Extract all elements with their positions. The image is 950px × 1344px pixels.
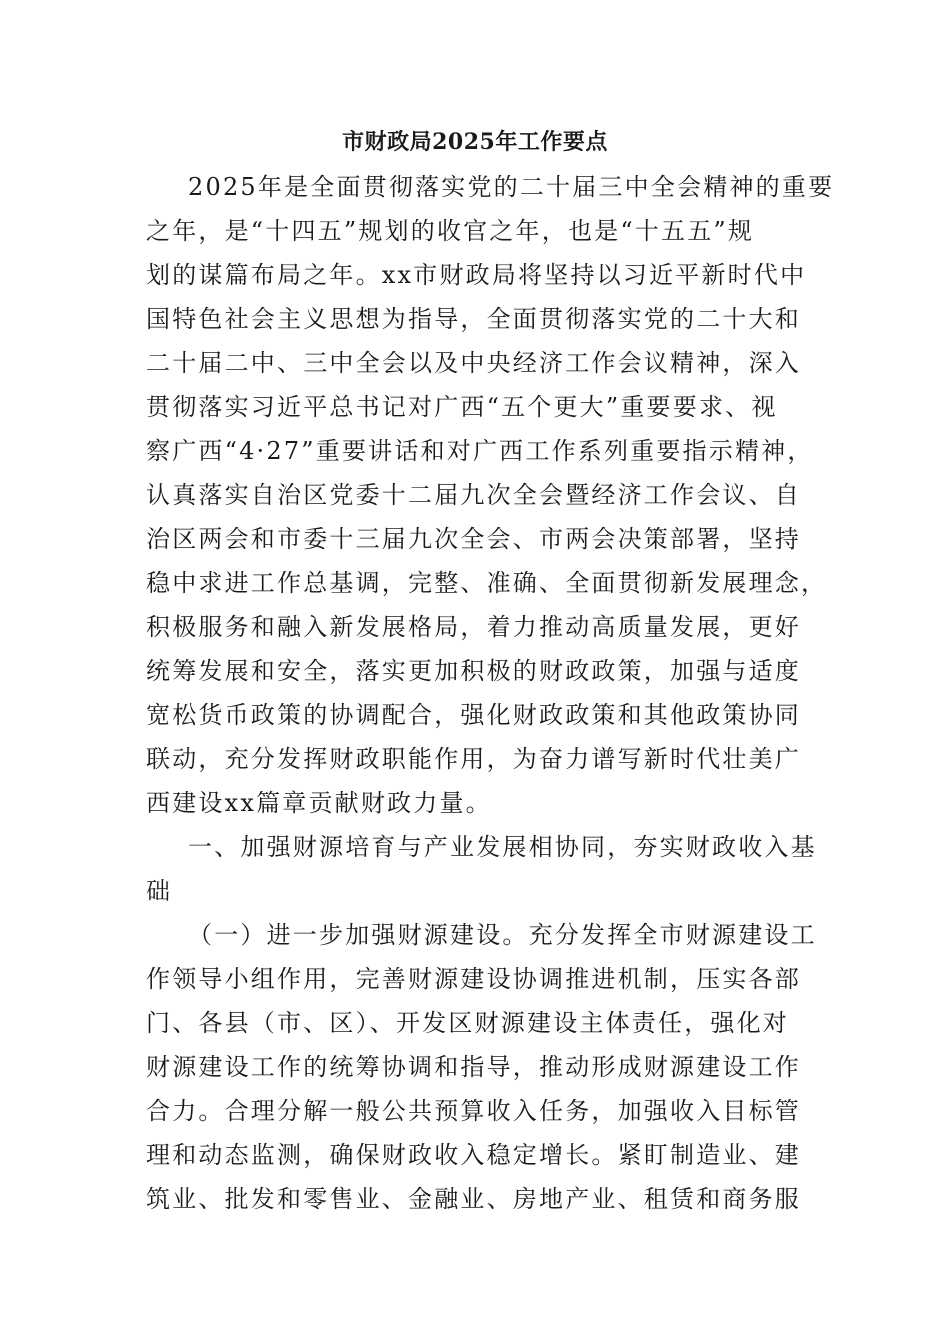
body-line: 西建设xx篇章贡献财政力量。 — [146, 789, 492, 817]
body-line: 财源建设工作的统筹协调和指导，推动形成财源建设工作 — [146, 1053, 801, 1081]
body-line: 筑业、批发和零售业、金融业、房地产业、租赁和商务服 — [146, 1185, 801, 1213]
body-line: 宽松货币政策的协调配合，强化财政政策和其他政策协同 — [146, 701, 801, 729]
body-line: 理和动态监测，确保财政收入稳定增长。紧盯制造业、建 — [146, 1141, 801, 1169]
body-line: 2025年是全面贯彻落实党的二十届三中全会精神的重要 — [188, 173, 835, 201]
body-line: 门、各县（市、区）、开发区财源建设主体责任，强化对 — [146, 1009, 789, 1037]
body-line: 合力。合理分解一般公共预算收入任务，加强收入目标管 — [146, 1097, 801, 1125]
body-line: 联动，充分发挥财政职能作用，为奋力谱写新时代壮美广 — [146, 745, 801, 773]
document-title: 市财政局2025年工作要点 — [342, 129, 608, 155]
body-line: 划的谋篇布局之年。xx市财政局将坚持以习近平新时代中 — [146, 261, 807, 289]
body-line: 二十届二中、三中全会以及中央经济工作会议精神，深入 — [146, 349, 801, 377]
body-line: （一）进一步加强财源建设。充分发挥全市财源建设工 — [188, 921, 817, 949]
body-line: 贯彻落实习近平总书记对广西“五个更大”重要要求、视 — [146, 393, 778, 421]
body-line: 积极服务和融入新发展格局，着力推动高质量发展，更好 — [146, 613, 801, 641]
body-line: 统筹发展和安全，落实更加积极的财政政策，加强与适度 — [146, 657, 801, 685]
body-line: 稳中求进工作总基调，完整、准确、全面贯彻新发展理念， — [146, 569, 828, 597]
body-line: 之年，是“十四五”规划的收官之年，也是“十五五”规 — [146, 217, 755, 245]
body-line: 察广西“4·27”重要讲话和对广西工作系列重要指示精神， — [146, 437, 814, 465]
body-line: 作领导小组作用，完善财源建设协调推进机制，压实各部 — [146, 965, 801, 993]
section-heading: 础 — [146, 877, 173, 905]
body-line: 认真落实自治区党委十二届九次全会暨经济工作会议、自 — [146, 481, 801, 509]
body-line: 治区两会和市委十三届九次全会、市两会决策部署，坚持 — [146, 525, 801, 553]
body-line: 国特色社会主义思想为指导，全面贯彻落实党的二十大和 — [146, 305, 801, 333]
section-heading: 一、加强财源培育与产业发展相协同，夯实财政收入基 — [188, 833, 817, 861]
document-body — [146, 165, 835, 1221]
